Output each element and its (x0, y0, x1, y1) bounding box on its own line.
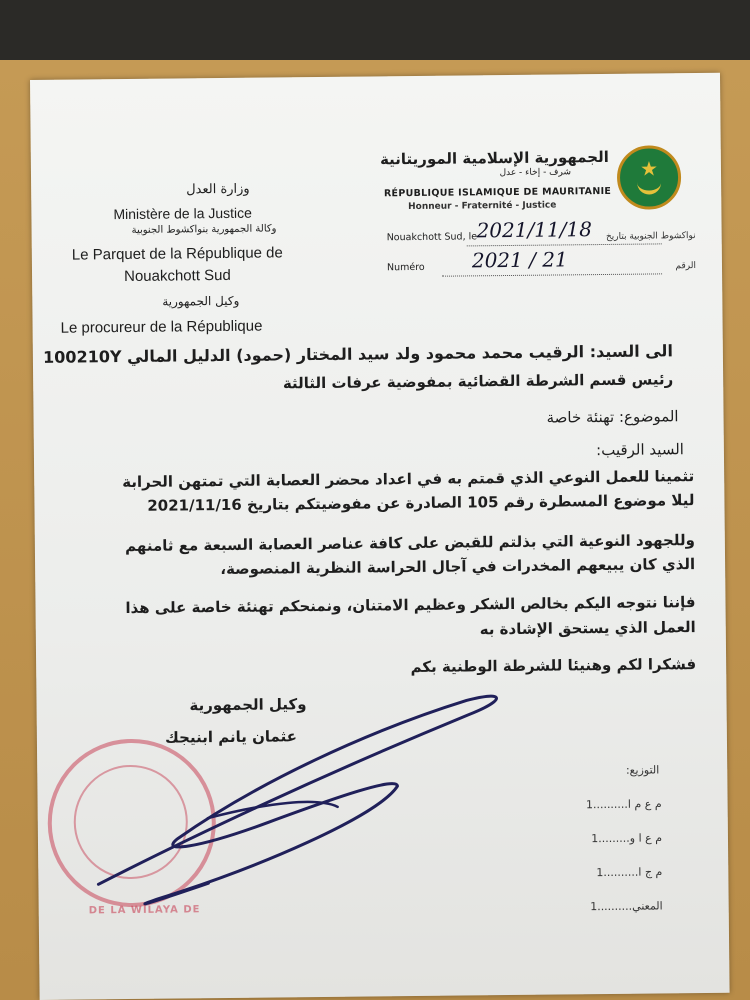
parquet-line-1: Le Parquet de la République de (71, 244, 283, 264)
location-label-arabic: نواكشوط الجنوبية بتاريخ (605, 231, 696, 242)
paragraph-2-line-2: الذي كان يبيعهم المخدرات في آجال الحراسة النظرية المنصوصة، (220, 555, 696, 579)
subject-line: الموضوع: تهنئة خاصة (546, 407, 679, 427)
distribution-item: م ع م ا..........1 (585, 797, 662, 812)
prosecutor-arabic: وكيل الجمهورية (162, 293, 240, 309)
paragraph-1-line-1: تثمينا للعمل النوعي الذي قمتم به في اعداد محضر العصابة التي تمتهن الحرابة (122, 467, 695, 492)
distribution-label: التوزيع: (625, 763, 660, 777)
ministry-french: Ministère de la Justice (113, 204, 253, 223)
paragraph-3-line-2: العمل الذي يستحق الإشادة به (479, 618, 696, 639)
letter-number: 2021 / 21 (471, 247, 568, 273)
republic-name-arabic: الجمهورية الإسلامية الموريتانية (379, 147, 609, 169)
ministry-arabic: وزارة العدل (186, 181, 250, 198)
salutation: السيد الرقيب: (596, 440, 684, 460)
agency-arabic: وكالة الجمهورية بنواكشوط الجنوبية (131, 223, 277, 236)
letter-page (30, 73, 730, 1000)
republic-name-french: RÉPUBLIQUE ISLAMIQUE DE MAURITANIE (383, 185, 612, 200)
signatory-name: عثمان يانم ابنيجك (165, 727, 297, 747)
recipient-line-1: الى السيد: الرقيب محمد محمود ولد سيد المختار (حمود) الدليل المالي 100210Y (43, 341, 673, 367)
paragraph-1-line-2: ليلا موضوع المسطرة رقم 105 الصادرة عن مفوضيتكم بتاريخ 2021/11/16 (147, 491, 695, 515)
motto-arabic: شرف - إخاء - عدل (499, 167, 572, 179)
star-icon: ★ (639, 156, 659, 181)
stamp-text: DE LA WILAYA DE (88, 904, 201, 917)
motto-french: Honneur - Fraternité - Justice (408, 200, 557, 213)
recipient-line-2: رئيس قسم الشرطة القضائية بمفوضية عرفات الثالثة (282, 370, 674, 393)
distribution-item: م ع ا و.........1 (591, 831, 663, 846)
distribution-item: م ج ا..........1 (596, 865, 663, 880)
prosecutor-french: Le procureur de la République (60, 317, 263, 337)
paragraph-3-line-1: فإننا نتوجه اليكم بخالص الشكر وعظيم الامتنان، ونمنحكم تهنئة خاصة على هذا (125, 593, 696, 618)
location-label: Nouakchott Sud, le (386, 231, 478, 244)
parquet-line-2: Nouakchott Sud (123, 266, 231, 286)
signatory-title: وكيل الجمهورية (189, 695, 307, 715)
distribution-item: المعني..........1 (590, 899, 663, 914)
letter-date: 2021/11/18 (476, 217, 592, 243)
number-label: Numéro (386, 261, 425, 274)
paragraph-2-line-1: وللجهود النوعية التي بذلتم للقبض على كافة عناصر العصابة السبعة مع ثامنهم (125, 531, 695, 556)
number-label-arabic: الرقم (675, 261, 697, 272)
closing-line: فشكرا لكم وهنيئا للشرطة الوطنية بكم (410, 655, 697, 677)
handwritten-signature (30, 73, 730, 1000)
